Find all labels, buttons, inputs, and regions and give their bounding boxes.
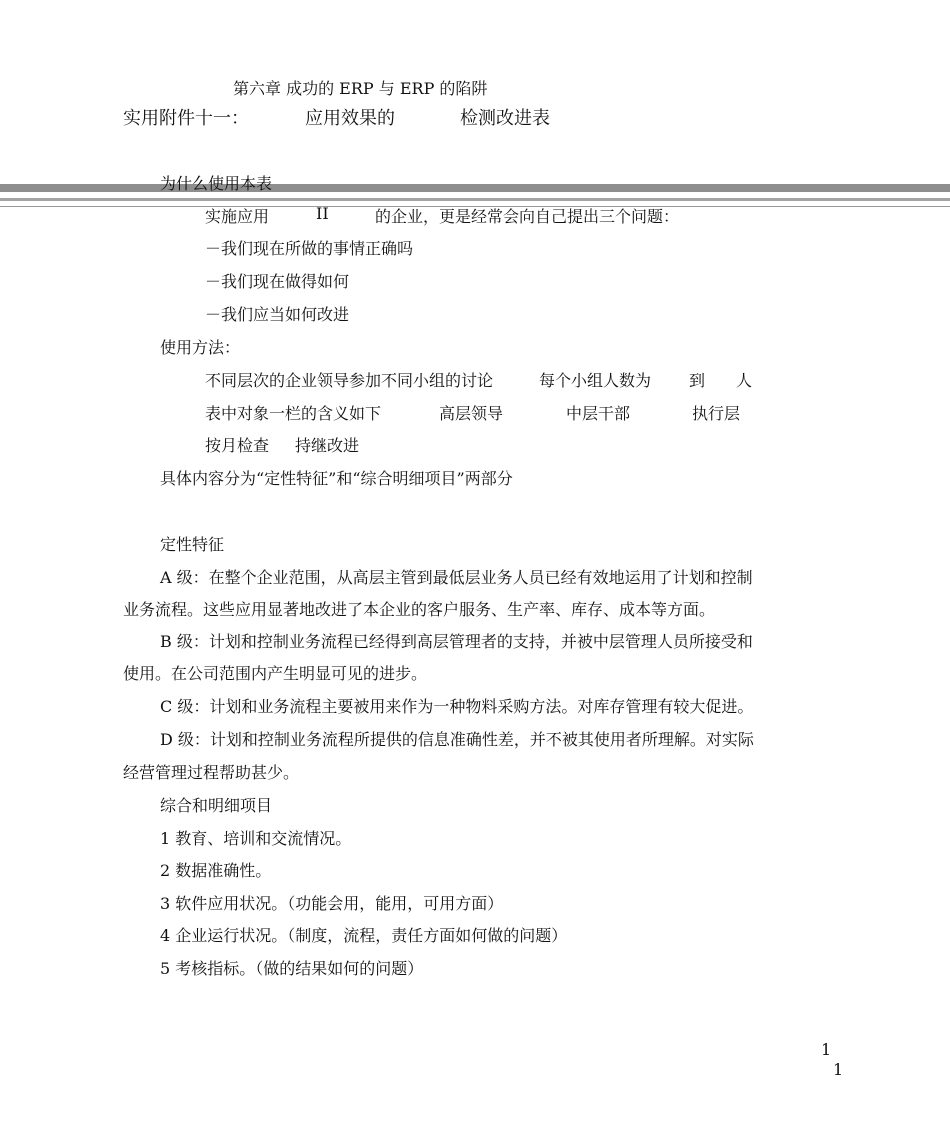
method-line1-a: 不同层次的企业领导参加不同小组的讨论 — [205, 371, 494, 390]
grade-d-line2: 经营管理过程帮助甚少。 — [123, 763, 300, 782]
question-1: －我们现在所做的事情正确吗 — [205, 239, 414, 258]
detail-item: 1 教育、培训和交流情况。 — [160, 829, 352, 848]
method-line2-d: 执行层 — [692, 404, 741, 423]
method-line2-c: 中层干部 — [566, 404, 631, 423]
section-heading-method: 使用方法： — [160, 338, 241, 357]
method-line3-b: 持继改进 — [295, 436, 360, 455]
method-line1-b: 每个小组人数为 — [539, 371, 652, 390]
detail-item: 2 数据准确性。 — [160, 861, 272, 880]
chapter-title: 第六章 成功的 ERP 与 ERP 的陷阱 — [233, 79, 488, 98]
appendix-title-part1: 实用附件十一： — [123, 108, 249, 129]
page-number-upper: 1 — [821, 1040, 832, 1059]
detail-item: 5 考核指标。（做的结果如何的问题） — [160, 959, 424, 978]
method-line1-d: 人 — [736, 371, 753, 390]
grade-c-line1: C 级：计划和业务流程主要被用来作为一种物料采购方法。对库存管理有较大促进。 — [160, 697, 754, 716]
why-line1-a: 实施应用 — [205, 207, 270, 226]
section-heading-qualitative: 定性特征 — [160, 535, 225, 554]
method-line3-a: 按月检查 — [205, 436, 270, 455]
method-summary: 具体内容分为“定性特征”和“综合明细项目”两部分 — [160, 469, 513, 488]
why-line1-b: II — [316, 204, 329, 223]
section-heading-why: 为什么使用本表 — [160, 174, 273, 193]
grade-b-line1: B 级：计划和控制业务流程已经得到高层管理者的支持，并被中层管理人员所接受和 — [160, 632, 753, 651]
grade-b-line2: 使用。在公司范围内产生明显可见的进步。 — [123, 664, 428, 683]
appendix-title-part3: 检测改进表 — [460, 108, 550, 129]
grade-a-line2: 业务流程。这些应用显著地改进了本企业的客户服务、生产率、库存、成本等方面。 — [123, 600, 716, 619]
detail-item: 4 企业运行状况。（制度，流程，责任方面如何做的问题） — [160, 926, 568, 945]
section-heading-detail: 综合和明细项目 — [160, 796, 273, 815]
method-line1-c: 到 — [689, 371, 706, 390]
header-rule-thick — [0, 184, 950, 192]
method-line2-b: 高层领导 — [439, 404, 504, 423]
page-number-lower: 1 — [833, 1060, 844, 1079]
grade-d-line1: D 级：计划和控制业务流程所提供的信息准确性差，并不被其使用者所理解。对实际 — [160, 730, 754, 749]
header-rule-thin — [0, 198, 950, 201]
grade-a-line1: A 级：在整个企业范围，从高层主管到最低层业务人员已经有效地运用了计划和控制 — [160, 568, 753, 587]
appendix-title-part2: 应用效果的 — [305, 108, 395, 129]
question-2: －我们现在做得如何 — [205, 272, 350, 291]
question-3: －我们应当如何改进 — [205, 305, 350, 324]
why-line1-c: 的企业，更是经常会向自己提出三个问题： — [375, 207, 680, 226]
detail-item: 3 软件应用状况。（功能会用，能用，可用方面） — [160, 894, 504, 913]
method-line2-a: 表中对象一栏的含义如下 — [205, 404, 382, 423]
